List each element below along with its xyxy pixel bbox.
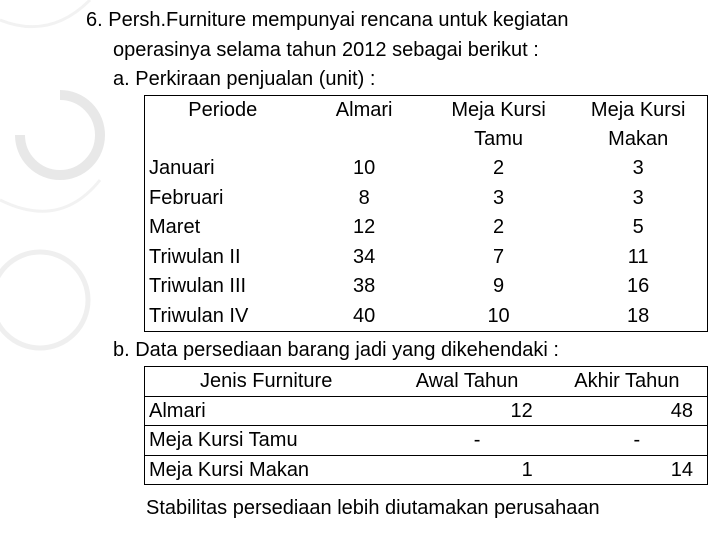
table-row	[145, 243, 708, 273]
cell-periode: Januari	[149, 157, 215, 179]
cell-akhir-tahun: 14	[670, 458, 693, 481]
cell-almari: 8	[358, 186, 370, 209]
table-row	[145, 184, 708, 214]
problem-line-1: 6. Persh.Furniture mempunyai rencana untuk kegiatan	[86, 9, 569, 31]
cell-jenis-furniture: Meja Kursi Tamu	[149, 429, 298, 451]
column-header-periode: Periode	[188, 99, 258, 121]
column-header-meja-kursi-tamu: Meja Kursi Tamu	[451, 99, 546, 150]
table-row	[145, 213, 708, 243]
cell-meja-kursi-makan: 16	[627, 275, 650, 297]
cell-periode: Triwulan IV	[149, 304, 249, 327]
table-row	[145, 272, 708, 302]
cell-meja-kursi-tamu: 2	[493, 157, 505, 179]
cell-periode: Maret	[149, 216, 201, 238]
table-row	[145, 154, 708, 184]
cell-meja-kursi-makan: 3	[632, 157, 644, 179]
table-row	[145, 455, 708, 485]
table-row	[145, 426, 708, 456]
cell-periode: Februari	[149, 186, 224, 209]
cell-awal-tahun: 12	[510, 399, 533, 422]
cell-almari: 34	[353, 245, 376, 268]
cell-meja-kursi-makan: 11	[627, 245, 649, 268]
cell-meja-kursi-makan: 5	[632, 216, 644, 238]
table-header-row	[145, 96, 708, 155]
cell-meja-kursi-makan: 3	[632, 186, 644, 209]
table-row	[145, 302, 708, 332]
footer-note: Stabilitas persediaan lebih diutamakan perusahaan	[146, 497, 600, 519]
column-header-meja-kursi-makan: Meja Kursi Makan	[590, 99, 686, 150]
cell-jenis-furniture: Meja Kursi Makan	[149, 458, 310, 481]
cell-periode: Triwulan II	[149, 245, 241, 268]
cell-jenis-furniture: Almari	[149, 399, 206, 422]
cell-almari: 38	[353, 275, 376, 297]
cell-akhir-tahun: -	[633, 429, 641, 451]
part-a-label: a. Perkiraan penjualan (unit) :	[113, 68, 376, 90]
cell-meja-kursi-tamu: 10	[487, 304, 510, 327]
table-header-row	[145, 367, 708, 397]
column-header-almari: Almari	[335, 99, 393, 121]
table-row	[145, 396, 708, 426]
cell-meja-kursi-tamu: 9	[493, 275, 505, 297]
cell-awal-tahun: 1	[521, 458, 533, 481]
inventory-table	[144, 366, 708, 485]
cell-meja-kursi-makan: 18	[627, 304, 650, 327]
column-header-awal-tahun: Awal Tahun	[415, 370, 519, 392]
cell-meja-kursi-tamu: 7	[493, 245, 505, 268]
part-b-label: b. Data persediaan barang jadi yang dikehendaki :	[113, 339, 559, 361]
problem-line-2: operasinya selama tahun 2012 sebagai berikut :	[113, 39, 539, 61]
column-header-akhir-tahun: Akhir Tahun	[574, 370, 680, 392]
column-header-jenis-furniture: Jenis Furniture	[200, 370, 333, 392]
cell-periode: Triwulan III	[149, 275, 247, 297]
cell-almari: 12	[353, 216, 376, 238]
decorative-swirl-graphic	[0, 0, 110, 540]
cell-akhir-tahun: 48	[670, 399, 693, 422]
cell-meja-kursi-tamu: 3	[493, 186, 505, 209]
cell-awal-tahun: -	[473, 429, 481, 451]
cell-almari: 40	[353, 304, 376, 327]
cell-meja-kursi-tamu: 2	[493, 216, 505, 238]
sales-forecast-table	[144, 95, 708, 332]
cell-almari: 10	[353, 157, 376, 179]
